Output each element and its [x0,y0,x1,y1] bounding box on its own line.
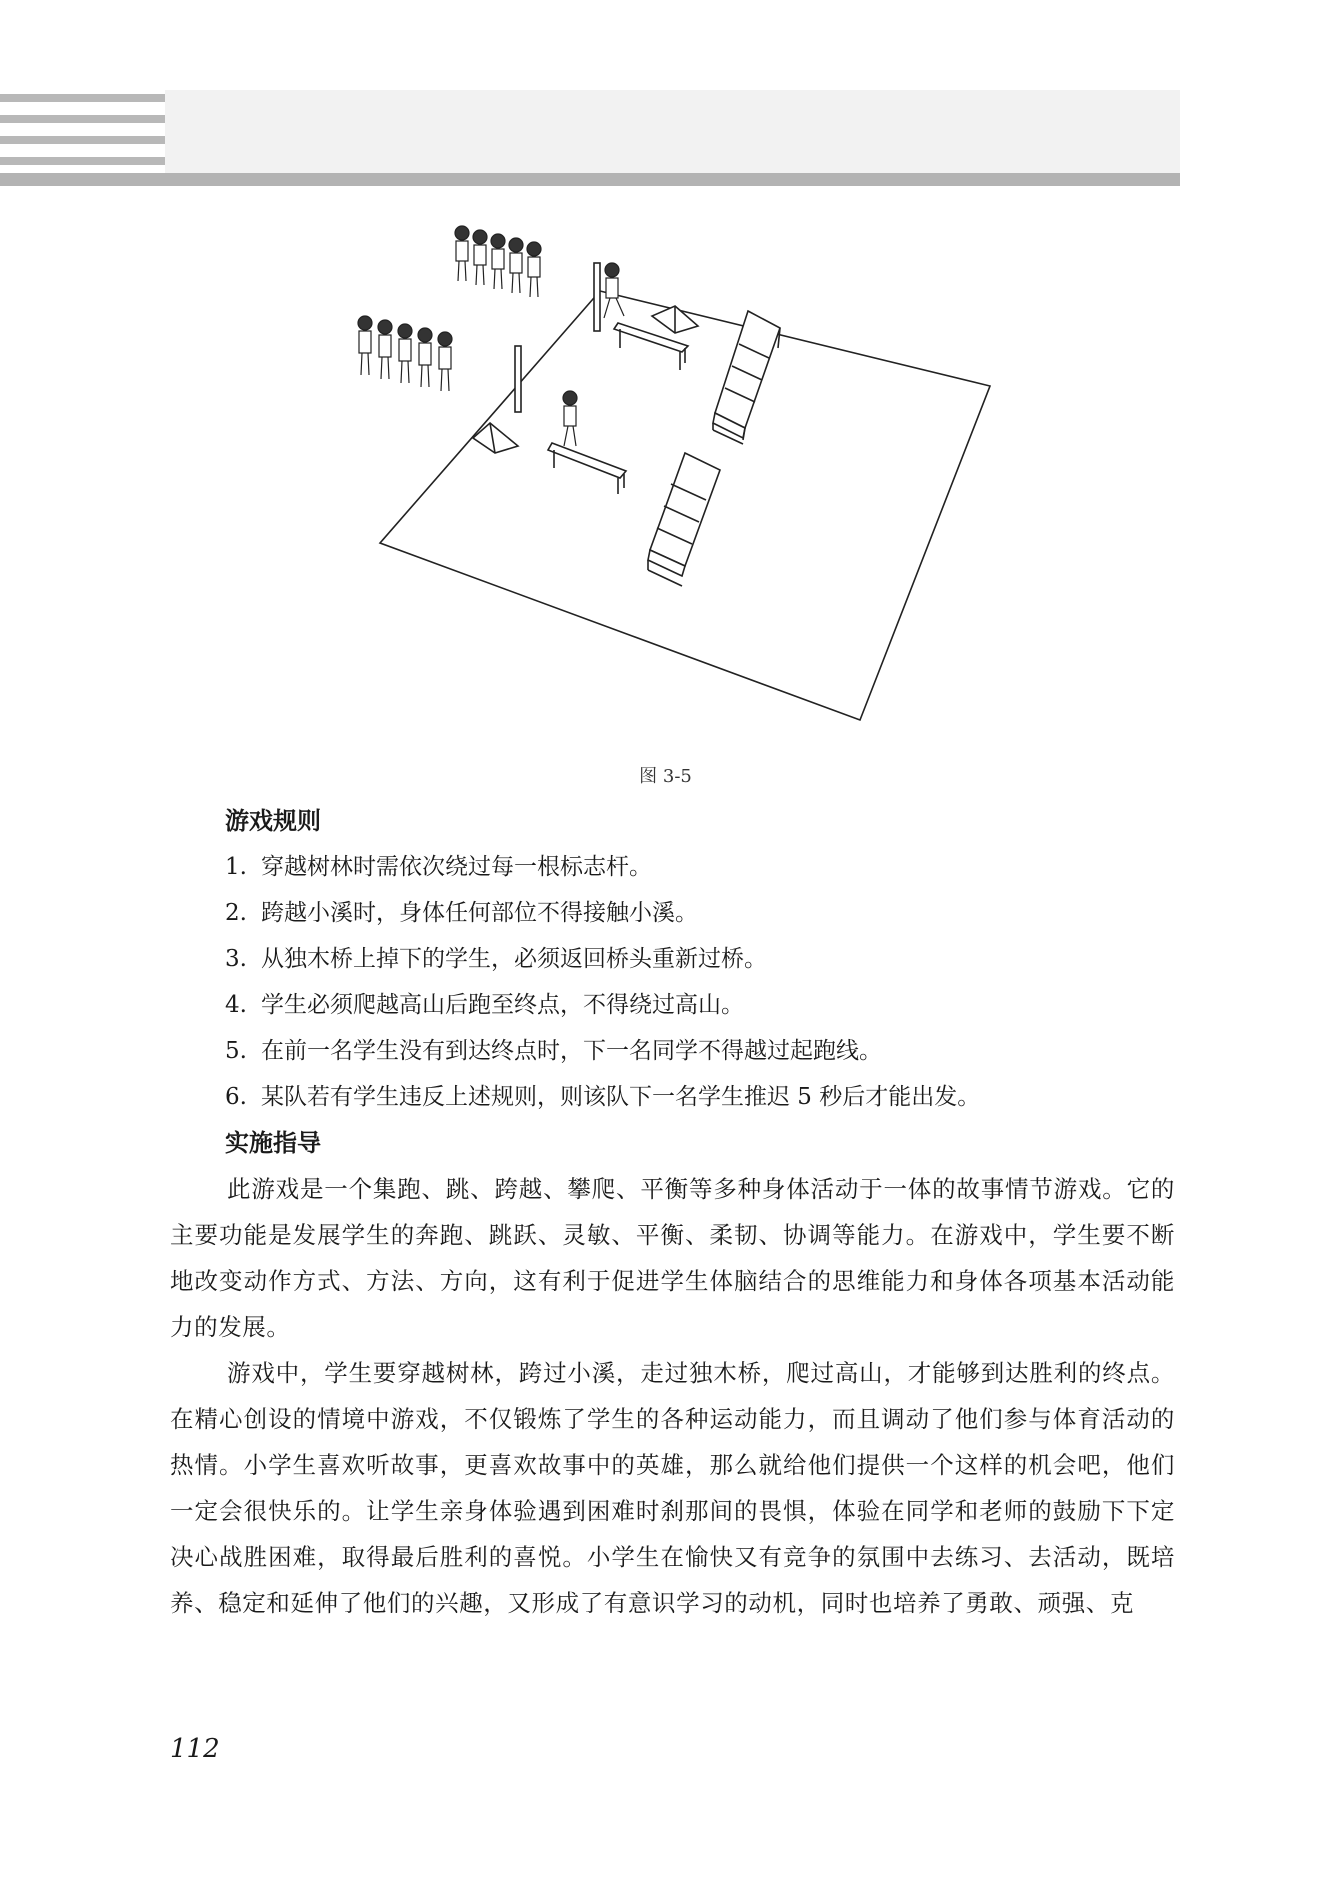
rule-number: 4. [225,992,247,1018]
header-stripe [0,157,165,165]
header-stripe [0,136,165,144]
header-rule [0,173,1180,186]
rule-item [170,982,1175,1028]
rule-number: 3. [225,946,247,972]
rule-text: 从独木桥上掉下的学生，必须返回桥头重新过桥。 [261,946,767,972]
pole [594,263,600,331]
header-stripe [0,115,165,123]
course-illustration [330,218,1030,738]
header-stripe [0,94,165,102]
guide-paragraph: 此游戏是一个集跑、跳、跨越、攀爬、平衡等多种身体活动于一体的故事情节游戏。它的主要功能是发展学生的奔跑、跳跃、灵敏、平衡、柔韧、协调等能力。在游戏中，学生要不断地改变动作方式、方法、方向，这有利于促进学生体脑结合的思维能力和身体各项基本活动能力的发展。 [170,1175,1175,1341]
rule-number: 2. [225,900,247,926]
course-diagram [330,218,1030,738]
student-queue-top [455,226,541,297]
rules-heading: 游戏规则 [225,807,321,835]
rule-number: 6. [225,1084,247,1110]
figure-caption: 图 3-5 [639,766,692,787]
rule-item [170,1028,1175,1074]
pole [515,346,521,412]
guide-paragraph: 游戏中，学生要穿越树林，跨过小溪，走过独木桥，爬过高山，才能够到达胜利的终点。在精心创设的情境中游戏，不仅锻炼了学生的各种运动能力，而且调动了他们参与体育活动的热情。小学生喜欢听故事，更喜欢故事中的英雄，那么就给他们提供一个这样的机会吧，他们一定会很快乐的。让学生亲身体验遇到困难时刹那间的畏惧，体验在同学和老师的鼓励下下定决心战胜困难，取得最后胜利的喜悦。小学生在愉快又有竞争的氛围中去练习、去活动，既培养、稳定和延伸了他们的兴趣，又形成了有意识学习的动机，同时也培养了勇敢、顽强、克 [170,1359,1175,1617]
rule-text: 学生必须爬越高山后跑至终点，不得绕过高山。 [261,992,744,1018]
rule-item [170,936,1175,982]
rule-text: 某队若有学生违反上述规则，则该队下一名学生推迟 5 秒后才能出发。 [261,1084,981,1110]
header-fill [165,90,1180,173]
main-content [170,798,1175,1626]
page-number: 112 [170,1734,220,1764]
student-queue-bottom [358,316,452,391]
rule-text: 在前一名学生没有到达终点时，下一名同学不得越过起跑线。 [261,1038,882,1064]
rule-item [170,890,1175,936]
rule-text: 穿越树林时需依次绕过每一根标志杆。 [261,854,652,880]
header-decoration [0,90,1180,186]
rule-number: 1. [225,854,247,880]
rule-item [170,1074,1175,1120]
rule-number: 5. [225,1038,247,1064]
rule-text: 跨越小溪时，身体任何部位不得接触小溪。 [261,900,698,926]
rule-item [170,844,1175,890]
guide-heading: 实施指导 [225,1129,321,1157]
